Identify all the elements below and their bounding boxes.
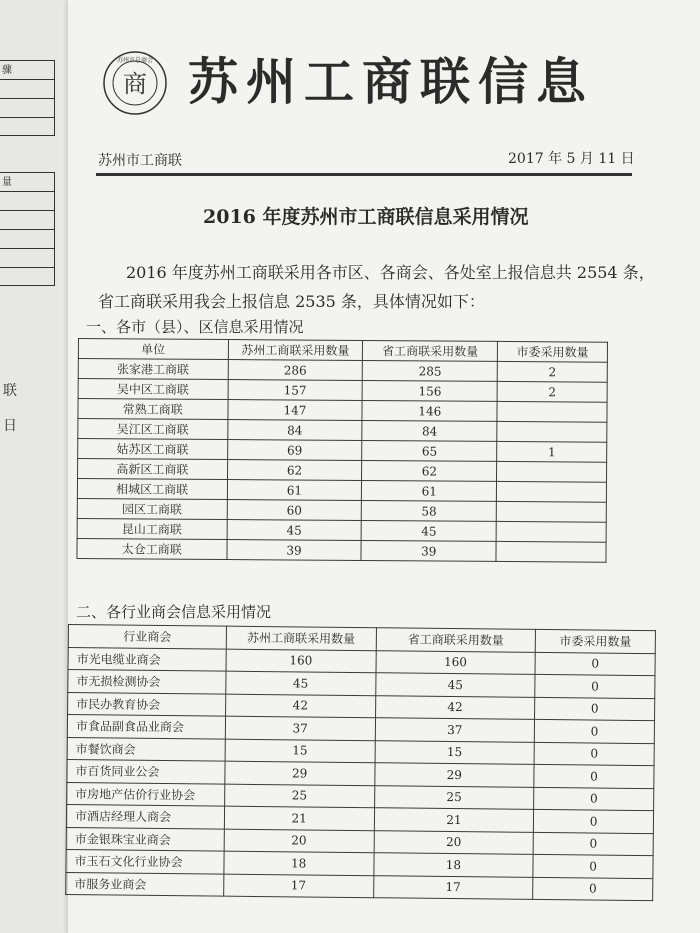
intro-line-1: 2016 年度苏州工商联采用各市区、各商会、各处室上报信息共 2554 条， xyxy=(126,263,655,282)
table-cell: 146 xyxy=(362,400,497,421)
table-cell: 0 xyxy=(534,742,654,766)
table-cell: 42 xyxy=(225,694,375,718)
table-cell: 太仓工商联 xyxy=(77,538,227,559)
under-row xyxy=(0,229,55,248)
table-cell: 市酒店经理人商会 xyxy=(66,804,224,828)
table-cell xyxy=(497,481,607,502)
table-cell: 市光电缆业商会 xyxy=(68,647,226,671)
table-cell: 25 xyxy=(224,784,374,808)
issue-date: 2017 年 5 月 11 日 xyxy=(508,151,635,167)
table-cell: 15 xyxy=(375,740,535,764)
column-header: 单位 xyxy=(78,339,228,360)
seal-logo xyxy=(102,50,168,116)
under-row xyxy=(0,172,55,191)
table-cell: 0 xyxy=(534,764,654,788)
table-cell xyxy=(497,461,607,482)
table-cell xyxy=(496,541,606,562)
table-cell: 29 xyxy=(225,761,375,785)
document-title: 2016 年度苏州市工商联信息采用情况 xyxy=(203,206,529,228)
header-rule xyxy=(96,173,632,176)
under-fragment: 日 xyxy=(3,418,17,434)
under-row xyxy=(0,60,55,79)
table-cell: 58 xyxy=(362,500,497,521)
table-cell: 0 xyxy=(534,809,654,833)
table-cell: 相城区工商联 xyxy=(77,479,227,500)
column-header: 苏州工商联采用数量 xyxy=(228,340,363,361)
table-cell: 0 xyxy=(533,854,653,878)
table-cell: 37 xyxy=(375,718,535,742)
table-cell: 吴中区工商联 xyxy=(78,379,228,400)
table-cell xyxy=(496,521,606,542)
table-cell: 157 xyxy=(228,380,363,401)
table-cell: 市金银珠宝业商会 xyxy=(66,827,224,851)
table-cell: 84 xyxy=(227,420,362,441)
table-cell: 21 xyxy=(374,808,534,832)
table-cell: 张家港工商联 xyxy=(78,359,228,380)
table-cell: 市玉石文化行业协会 xyxy=(66,849,224,873)
table-cell: 45 xyxy=(226,671,376,695)
table-cell: 286 xyxy=(228,360,363,381)
table-cell: 65 xyxy=(362,440,497,461)
document-page xyxy=(68,0,700,933)
table-cell: 1 xyxy=(497,441,607,462)
under-row xyxy=(0,210,55,229)
column-header: 省工商联采用数量 xyxy=(376,628,536,652)
masthead-title: 苏州工商联信息 xyxy=(188,52,594,111)
seal-text: 苏州市总商会 xyxy=(116,57,154,64)
table-cell: 市百货同业公会 xyxy=(67,759,225,783)
table-cell: 市餐饮商会 xyxy=(67,737,225,761)
table-cell: 45 xyxy=(227,520,362,541)
section-1-heading: 一、各市（县）、区信息采用情况 xyxy=(86,318,304,336)
table-cell xyxy=(497,421,607,442)
table-cell: 61 xyxy=(227,480,362,501)
table-cell: 15 xyxy=(225,739,375,763)
table-cell: 20 xyxy=(374,830,534,854)
table-cell: 0 xyxy=(535,674,655,698)
table-cell: 160 xyxy=(376,650,536,674)
seal-glyph: 商 xyxy=(123,70,147,98)
table-cell: 62 xyxy=(362,460,497,481)
under-row xyxy=(0,117,55,136)
under-fragment: 量 xyxy=(2,177,12,188)
table-cell: 姑苏区工商联 xyxy=(78,439,228,460)
table-row xyxy=(66,872,653,901)
issuing-org: 苏州市工商联 xyxy=(98,153,182,169)
table-cell: 84 xyxy=(362,420,497,441)
table-cell: 市服务业商会 xyxy=(66,872,224,896)
intro-line-2: 省工商联采用我会上报信息 2535 条，具体情况如下： xyxy=(98,292,485,311)
table-cell: 62 xyxy=(227,460,362,481)
table-cell: 市房地产估价行业协会 xyxy=(67,782,225,806)
under-row xyxy=(0,267,55,286)
table-cell: 69 xyxy=(227,440,362,461)
district-table xyxy=(76,338,608,563)
table-cell: 0 xyxy=(533,832,653,856)
under-fragment: 联 xyxy=(3,383,17,399)
under-row xyxy=(0,98,55,117)
association-table xyxy=(65,624,656,901)
table-cell xyxy=(497,401,607,422)
section-2-heading: 二、各行业商会信息采用情况 xyxy=(76,603,272,621)
table-cell: 18 xyxy=(224,851,374,875)
table-cell: 60 xyxy=(227,500,362,521)
table-cell: 高新区工商联 xyxy=(78,459,228,480)
table-cell: 0 xyxy=(533,877,653,901)
table-cell: 45 xyxy=(361,520,496,541)
table-cell: 18 xyxy=(373,853,533,877)
table-cell: 29 xyxy=(374,763,534,787)
table-cell: 市无损检测协会 xyxy=(68,670,226,694)
column-header: 省工商联采用数量 xyxy=(363,340,498,361)
table-cell: 61 xyxy=(362,480,497,501)
column-header: 市委采用数量 xyxy=(498,341,608,362)
table-cell: 45 xyxy=(375,673,535,697)
table-cell: 37 xyxy=(225,716,375,740)
table-cell: 常熟工商联 xyxy=(78,399,228,420)
table-cell: 市民办教育协会 xyxy=(68,692,226,716)
table-cell: 昆山工商联 xyxy=(77,518,227,539)
table-cell: 园区工商联 xyxy=(77,498,227,519)
table-cell xyxy=(496,501,606,522)
table-cell: 21 xyxy=(224,806,374,830)
table-cell: 0 xyxy=(534,787,654,811)
table-cell: 2 xyxy=(497,361,607,382)
table-cell: 吴江区工商联 xyxy=(78,419,228,440)
under-fragment: 骤 xyxy=(2,65,12,76)
table-cell: 25 xyxy=(374,785,534,809)
table-cell: 285 xyxy=(363,360,498,381)
table-cell: 0 xyxy=(535,719,655,743)
table-cell: 2 xyxy=(497,381,607,402)
table-cell: 0 xyxy=(535,697,655,721)
table-cell: 39 xyxy=(227,540,362,561)
table-cell: 147 xyxy=(227,400,362,421)
under-row xyxy=(0,79,55,98)
table-cell: 市食品副食品业商会 xyxy=(67,715,225,739)
table-row xyxy=(77,538,606,562)
table-cell: 20 xyxy=(224,829,374,853)
table-cell: 0 xyxy=(535,652,655,676)
table-cell: 156 xyxy=(362,380,497,401)
table-cell: 160 xyxy=(226,649,376,673)
column-header: 市委采用数量 xyxy=(535,629,655,653)
table-cell: 39 xyxy=(361,540,496,561)
under-row xyxy=(0,248,55,267)
column-header: 行业商会 xyxy=(68,625,226,649)
column-header: 苏州工商联采用数量 xyxy=(226,626,376,650)
table-cell: 42 xyxy=(375,695,535,719)
table-cell: 17 xyxy=(223,874,373,898)
table-cell: 17 xyxy=(373,875,533,899)
under-row xyxy=(0,191,55,210)
